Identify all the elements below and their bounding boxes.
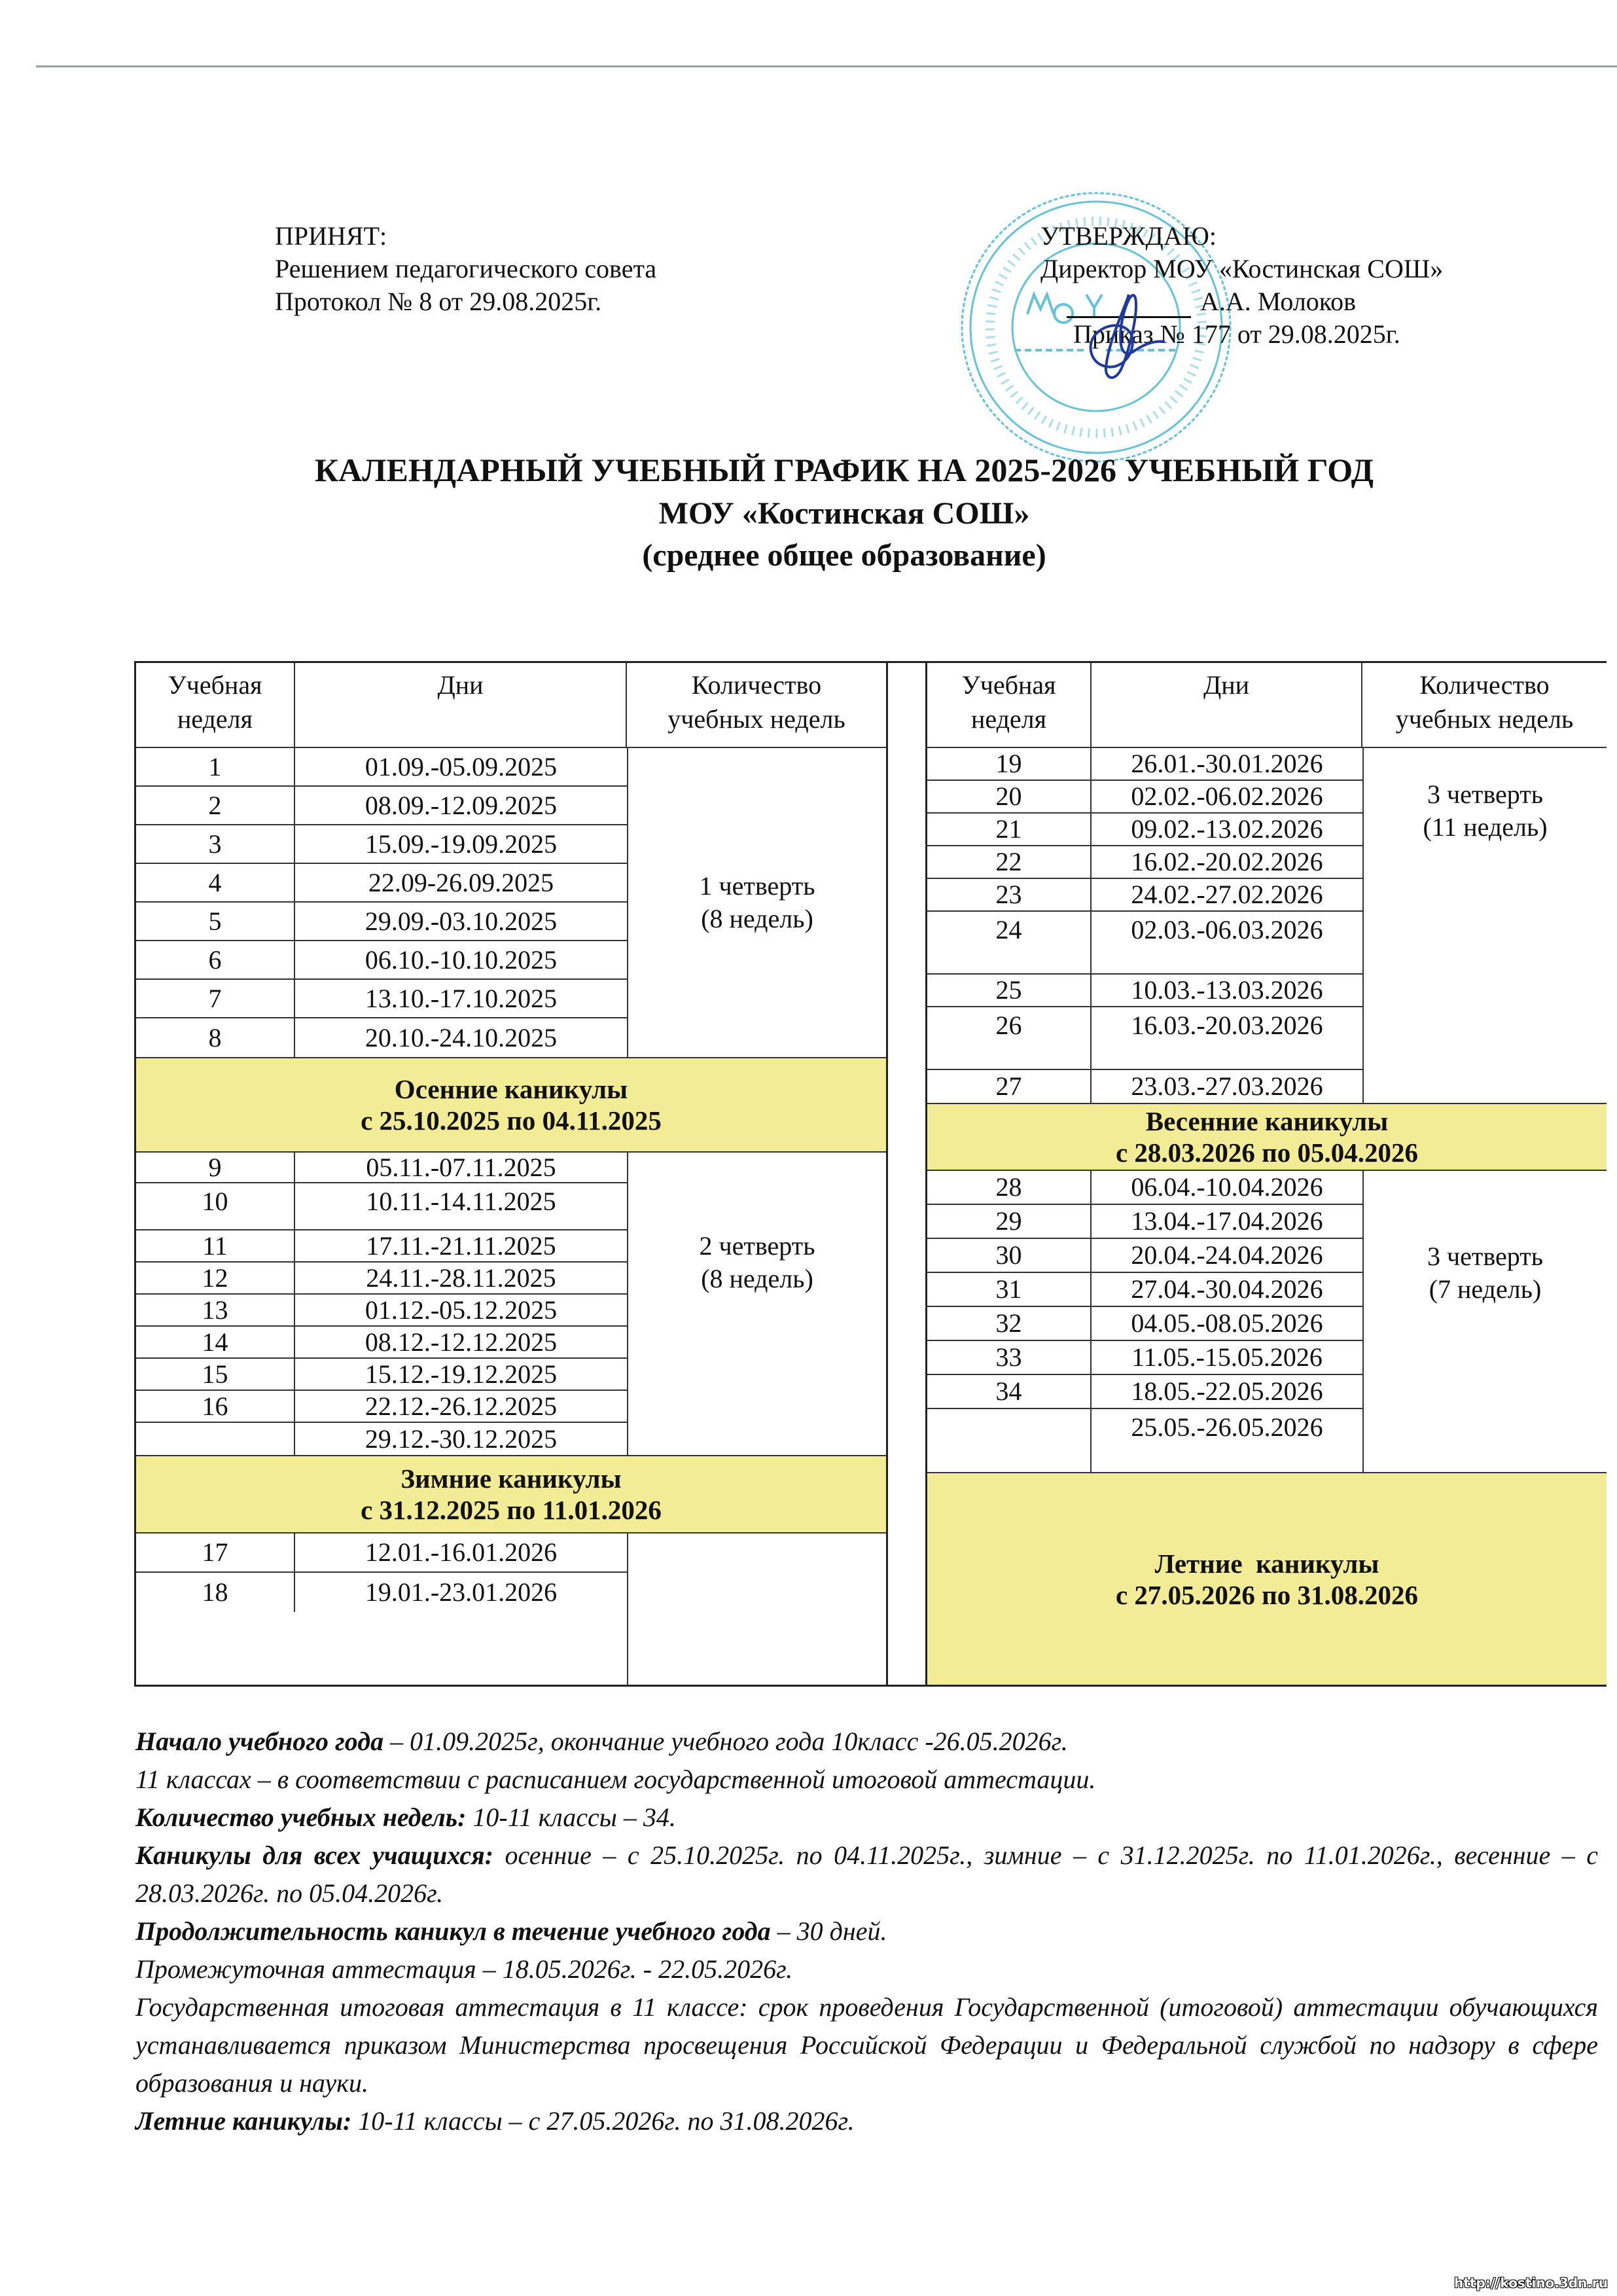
schedule-table-left bbox=[134, 661, 888, 1687]
table-row bbox=[136, 1183, 627, 1230]
quarter-2-label bbox=[627, 1153, 886, 1455]
quarter-2-group bbox=[136, 1153, 886, 1456]
table-row bbox=[136, 980, 627, 1018]
table-row bbox=[136, 864, 627, 903]
school-name: МОУ «Костинская СОШ» bbox=[658, 496, 1030, 531]
holiday-title: Весенние каникулы bbox=[1145, 1106, 1389, 1136]
note-final-attestation: Государственная итоговая аттестация в 11 классе: срок проведения Государственной (итоговой) аттестации обучающихся устанавливается приказом Министерства просвещения Российской Федерации и Федеральной службой по надзору в сфере образования и науки. bbox=[135, 1992, 1598, 2098]
week-number: 25 bbox=[927, 975, 1092, 1006]
week-number: 18 bbox=[136, 1573, 295, 1612]
table-row bbox=[136, 1295, 627, 1327]
holiday-dates: с 27.05.2026 по 31.08.2026 bbox=[1115, 1579, 1419, 1610]
quarter-3-start-group bbox=[136, 1534, 886, 1685]
week-days: 24.02.-27.02.2026 bbox=[1131, 880, 1323, 909]
week-number: 1 bbox=[136, 748, 295, 785]
table-row bbox=[136, 1327, 627, 1359]
table-row bbox=[927, 1375, 1362, 1409]
week-days: 29.09.-03.10.2025 bbox=[364, 906, 558, 936]
winter-holidays-band bbox=[136, 1456, 886, 1534]
quarter-3-group bbox=[927, 748, 1607, 1104]
education-level: (среднее общее образование) bbox=[642, 538, 1046, 573]
week-number: 10 bbox=[136, 1183, 295, 1229]
week-days: 24.11.-28.11.2025 bbox=[366, 1263, 556, 1293]
note-interim-attestation: Промежуточная аттестация – 18.05.2026г. - 22.05.2026г. bbox=[135, 1954, 793, 1984]
week-number: 32 bbox=[927, 1307, 1092, 1340]
week-number: 20 bbox=[927, 781, 1092, 812]
site-watermark: http://kostino.3dn.ru bbox=[1454, 2275, 1608, 2291]
table-row bbox=[927, 1409, 1362, 1472]
spring-holidays-band bbox=[927, 1104, 1607, 1171]
top-scan-rule bbox=[36, 65, 1617, 67]
table-row bbox=[927, 1205, 1362, 1239]
table-header-row bbox=[136, 663, 886, 748]
quarter-3-empty-cell bbox=[627, 1534, 886, 1685]
note-text: – 30 дней. bbox=[770, 1916, 887, 1946]
table-header-row bbox=[927, 663, 1607, 748]
week-days: 25.05.-26.05.2026 bbox=[1131, 1412, 1323, 1442]
week-days: 08.09.-12.09.2025 bbox=[364, 790, 558, 820]
week-number: 26 bbox=[927, 1007, 1092, 1069]
quarter-weeks: (11 недель) bbox=[1423, 812, 1548, 842]
table-row bbox=[136, 1359, 627, 1391]
week-days: 13.04.-17.04.2026 bbox=[1131, 1206, 1323, 1236]
quarter-4-label bbox=[1362, 1171, 1607, 1472]
quarter-name: 3 четверть bbox=[1427, 780, 1543, 809]
week-number: 13 bbox=[136, 1295, 295, 1325]
accepted-title: ПРИНЯТ: bbox=[275, 221, 387, 251]
quarter-3-label bbox=[1362, 748, 1607, 1103]
week-number: 14 bbox=[136, 1327, 295, 1357]
quarter-weeks: (8 недель) bbox=[701, 904, 813, 933]
week-days: 10.11.-14.11.2025 bbox=[366, 1187, 556, 1216]
director-name: А.А. Молоков bbox=[1200, 287, 1357, 316]
table-row bbox=[136, 1153, 627, 1183]
week-number: 15 bbox=[136, 1359, 295, 1390]
week-days: 12.01.-16.01.2026 bbox=[364, 1537, 558, 1567]
note-label: Продолжительность каникул в течение учебного года bbox=[135, 1916, 771, 1946]
summer-holidays-band bbox=[927, 1473, 1607, 1685]
week-days: 11.05.-15.05.2026 bbox=[1131, 1342, 1323, 1372]
week-number: 17 bbox=[136, 1534, 295, 1571]
table-row bbox=[136, 787, 627, 825]
quarter-1-group bbox=[136, 748, 886, 1058]
note-year-start bbox=[135, 1723, 1598, 1761]
week-days: 22.12.-26.12.2025 bbox=[364, 1391, 558, 1421]
week-days: 06.10.-10.10.2025 bbox=[364, 944, 558, 975]
week-number bbox=[136, 1423, 295, 1455]
week-days: 27.04.-30.04.2026 bbox=[1131, 1274, 1323, 1304]
week-number: 4 bbox=[136, 864, 295, 901]
holiday-dates: с 28.03.2026 по 05.04.2026 bbox=[1115, 1138, 1419, 1168]
holiday-dates: с 31.12.2025 по 11.01.2026 bbox=[361, 1495, 662, 1525]
week-number: 21 bbox=[927, 814, 1092, 845]
table-row bbox=[136, 941, 627, 980]
table-row bbox=[136, 1230, 627, 1263]
week-number: 3 bbox=[136, 825, 295, 863]
week-number: 29 bbox=[927, 1205, 1092, 1238]
note-text: осенние – с 25.10.2025г. по 04.11.2025г., зимние – с 31.12.2025г. по 11.01.2026г., весенние – с 28.03.2026г. по 05.04.2026г. bbox=[135, 1840, 1598, 1908]
note-text: 10-11 классы – с 27.05.2026г. по 31.08.2026г. bbox=[351, 2106, 855, 2136]
week-number: 30 bbox=[927, 1239, 1092, 1272]
col-header-count: Количество учебных недель bbox=[1395, 670, 1574, 734]
col-header-count: Количество учебных недель bbox=[667, 670, 845, 734]
table-row bbox=[927, 1341, 1362, 1375]
week-days: 04.05.-08.05.2026 bbox=[1131, 1308, 1323, 1338]
quarter-weeks: (7 недель) bbox=[1429, 1274, 1542, 1304]
note-grade-11: 11 классах – в соответствии с расписанием государственной итоговой аттестации. bbox=[135, 1765, 1096, 1794]
accepted-block bbox=[275, 220, 656, 318]
note-holidays bbox=[135, 1837, 1598, 1912]
approved-title: УТВЕРЖДАЮ: bbox=[1040, 221, 1217, 251]
week-days: 20.04.-24.04.2026 bbox=[1131, 1240, 1323, 1270]
week-days: 16.02.-20.02.2026 bbox=[1131, 847, 1323, 876]
week-days: 02.03.-06.03.2026 bbox=[1131, 915, 1323, 944]
note-label: Количество учебных недель: bbox=[135, 1803, 467, 1832]
table-row bbox=[136, 1423, 627, 1455]
table-row bbox=[136, 903, 627, 941]
week-days: 19.01.-23.01.2026 bbox=[364, 1577, 558, 1607]
week-number: 7 bbox=[136, 980, 295, 1017]
table-row bbox=[136, 1573, 627, 1612]
table-row bbox=[136, 1534, 627, 1573]
quarter-name: 2 четверть bbox=[699, 1231, 815, 1261]
week-days: 05.11.-07.11.2025 bbox=[366, 1152, 556, 1182]
week-days: 29.12.-30.12.2025 bbox=[364, 1424, 558, 1454]
approved-order: Приказ № 177 от 29.08.2025г. bbox=[1073, 319, 1400, 349]
week-number: 2 bbox=[136, 787, 295, 824]
signature-line bbox=[1067, 290, 1191, 318]
week-number: 8 bbox=[136, 1018, 295, 1057]
holiday-dates: с 25.10.2025 по 04.11.2025 bbox=[361, 1105, 662, 1136]
week-days: 23.03.-27.03.2026 bbox=[1131, 1071, 1323, 1101]
week-days: 08.12.-12.12.2025 bbox=[364, 1327, 558, 1357]
quarter-weeks: (8 недель) bbox=[701, 1264, 813, 1293]
table-row bbox=[927, 975, 1362, 1007]
quarter-name: 3 четверть bbox=[1427, 1242, 1543, 1271]
week-number: 5 bbox=[136, 903, 295, 940]
week-days: 01.12.-05.12.2025 bbox=[364, 1295, 558, 1325]
week-days: 15.12.-19.12.2025 bbox=[364, 1359, 558, 1389]
holiday-title: Летние каникулы bbox=[1154, 1548, 1379, 1579]
table-row bbox=[927, 781, 1362, 814]
col-header-week: Учебная неделя bbox=[136, 663, 295, 747]
week-number: 33 bbox=[927, 1341, 1092, 1374]
week-number: 23 bbox=[927, 879, 1092, 910]
week-number: 11 bbox=[136, 1230, 295, 1261]
table-row bbox=[136, 1263, 627, 1295]
accepted-protocol: Протокол № 8 от 29.08.2025г. bbox=[275, 287, 602, 316]
week-number: 22 bbox=[927, 846, 1092, 878]
note-label: Летние каникулы: bbox=[135, 2106, 352, 2136]
col-header-week: Учебная неделя bbox=[927, 663, 1092, 747]
table-row bbox=[136, 748, 627, 787]
week-days: 10.03.-13.03.2026 bbox=[1131, 975, 1323, 1005]
col-header-days: Дни bbox=[295, 663, 627, 747]
week-number: 16 bbox=[136, 1391, 295, 1422]
week-number: 27 bbox=[927, 1070, 1092, 1103]
quarter-1-label bbox=[627, 748, 886, 1057]
quarter-name: 1 четверть bbox=[699, 871, 815, 901]
holiday-title: Осенние каникулы bbox=[394, 1074, 628, 1104]
table-row bbox=[136, 1018, 627, 1057]
table-row bbox=[927, 846, 1362, 879]
note-text: 10-11 классы – 34. bbox=[466, 1803, 676, 1832]
week-days: 15.09.-19.09.2025 bbox=[364, 829, 558, 859]
week-number: 28 bbox=[927, 1171, 1092, 1204]
week-number bbox=[927, 1409, 1092, 1472]
week-days: 26.01.-30.01.2026 bbox=[1131, 749, 1323, 778]
table-row bbox=[927, 1070, 1362, 1103]
document-title: КАЛЕНДАРНЫЙ УЧЕБНЫЙ ГРАФИК НА 2025-2026 УЧЕБНЫЙ ГОД bbox=[314, 452, 1374, 488]
week-days: 06.04.-10.04.2026 bbox=[1131, 1172, 1323, 1202]
autumn-holidays-band bbox=[136, 1058, 886, 1153]
table-row bbox=[927, 748, 1362, 781]
table-row bbox=[927, 814, 1362, 846]
approved-director: Директор МОУ «Костинская СОШ» bbox=[1040, 254, 1444, 283]
table-row bbox=[927, 879, 1362, 912]
note-summer-holidays bbox=[135, 2102, 1598, 2140]
week-number: 12 bbox=[136, 1263, 295, 1293]
note-weeks-count bbox=[135, 1799, 1598, 1837]
week-number: 9 bbox=[136, 1153, 295, 1182]
schedule-table-right bbox=[925, 661, 1607, 1687]
holiday-title: Зимние каникулы bbox=[400, 1463, 622, 1494]
approved-block bbox=[1040, 220, 1443, 351]
table-row bbox=[136, 825, 627, 864]
accepted-council: Решением педагогического совета bbox=[275, 254, 657, 283]
note-label: Каникулы для всех учащихся: bbox=[135, 1840, 494, 1870]
week-days: 13.10.-17.10.2025 bbox=[364, 983, 558, 1013]
week-days: 17.11.-21.11.2025 bbox=[366, 1230, 556, 1261]
table-spacer-column bbox=[888, 661, 925, 1687]
week-days: 01.09.-05.09.2025 bbox=[364, 751, 558, 781]
week-days: 02.02.-06.02.2026 bbox=[1131, 781, 1323, 811]
week-days: 09.02.-13.02.2026 bbox=[1131, 814, 1323, 844]
week-number: 19 bbox=[927, 748, 1092, 780]
note-label: Начало учебного года bbox=[135, 1727, 384, 1756]
table-row bbox=[927, 1239, 1362, 1273]
table-row bbox=[927, 912, 1362, 975]
week-days: 16.03.-20.03.2026 bbox=[1131, 1011, 1323, 1040]
table-row bbox=[927, 1273, 1362, 1307]
table-row bbox=[927, 1007, 1362, 1070]
week-days: 18.05.-22.05.2026 bbox=[1131, 1376, 1323, 1406]
week-days: 22.09-26.09.2025 bbox=[368, 867, 554, 897]
schedule-notes bbox=[135, 1723, 1598, 2140]
week-number: 34 bbox=[927, 1375, 1092, 1408]
col-header-days: Дни bbox=[1092, 663, 1362, 747]
note-holiday-duration bbox=[135, 1912, 1598, 1950]
note-text: – 01.09.2025г, окончание учебного года 10класс -26.05.2026г. bbox=[383, 1727, 1068, 1756]
table-row bbox=[927, 1171, 1362, 1205]
week-number: 31 bbox=[927, 1273, 1092, 1306]
week-number: 6 bbox=[136, 941, 295, 978]
table-row bbox=[927, 1307, 1362, 1341]
table-row bbox=[136, 1391, 627, 1423]
week-number: 24 bbox=[927, 912, 1092, 973]
week-days: 20.10.-24.10.2025 bbox=[364, 1022, 558, 1052]
quarter-4-group bbox=[927, 1171, 1607, 1473]
